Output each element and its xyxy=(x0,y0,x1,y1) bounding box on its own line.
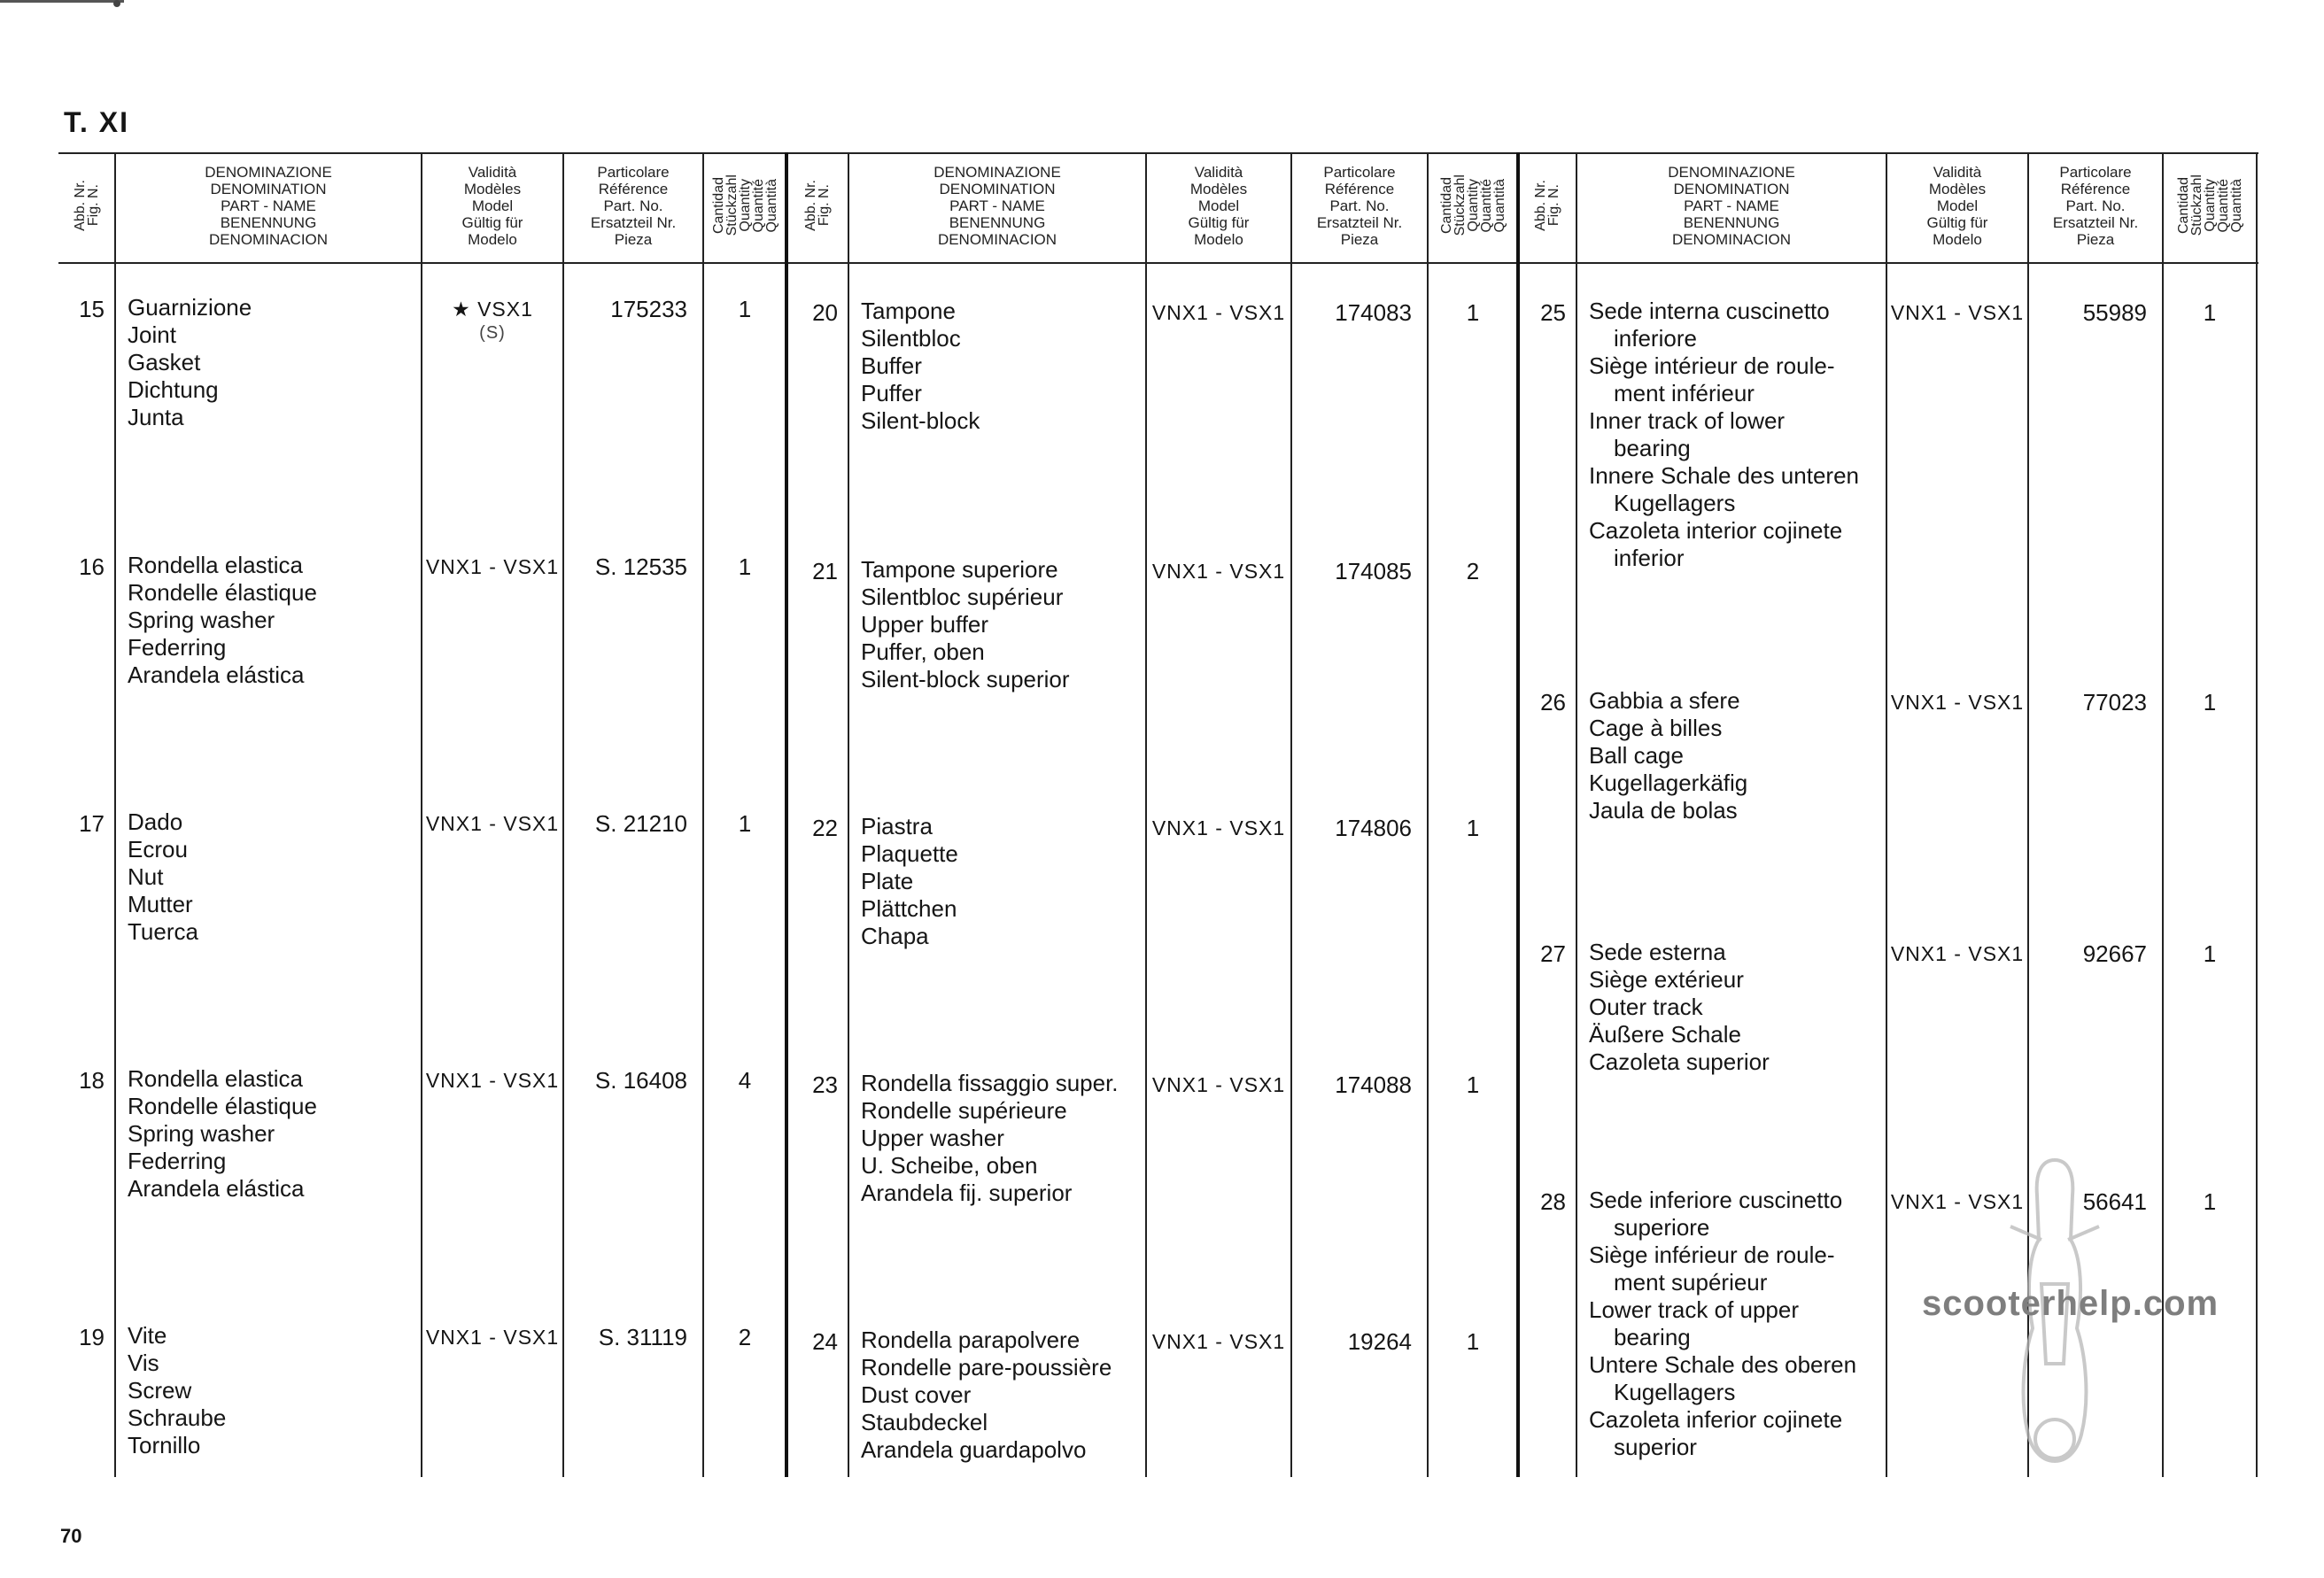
row-part-names xyxy=(128,1322,226,1459)
row-fig-number: 24 xyxy=(812,1328,838,1355)
part-name-line: Schraube xyxy=(128,1404,227,1431)
model-code: VNX1 - VSX1 xyxy=(425,1069,560,1092)
row-quantity: 1 xyxy=(2203,940,2217,967)
row-part-names xyxy=(128,808,198,946)
header-part-number-line: Pieza xyxy=(2076,230,2115,248)
part-name-line: Federring xyxy=(128,1148,227,1174)
header-validity-line: Validità xyxy=(1194,163,1243,181)
part-name-line: Staubdeckel xyxy=(861,1409,988,1435)
header-denomination-line: DENOMINAZIONE xyxy=(205,163,332,181)
model-code: VNX1 - VSX1 xyxy=(1890,1190,2025,1213)
part-name-line: Silentbloc supérieur xyxy=(861,584,1064,610)
header-validity-line: Validità xyxy=(468,163,517,181)
row-fig-number: 16 xyxy=(79,553,105,580)
row-fig-number: 17 xyxy=(79,810,105,837)
header-part-number-line: Référence xyxy=(1324,180,1395,197)
header-quantity-line: Quantité xyxy=(750,178,766,233)
part-name-line: Ball cage xyxy=(1589,742,1684,769)
part-name-line: Arandela elástica xyxy=(128,661,305,688)
part-name-line: Gabbia a sfere xyxy=(1589,687,1740,714)
part-name-line: Mutter xyxy=(128,891,193,917)
part-name-line: Innere Schale des unteren xyxy=(1589,462,1859,489)
row-quantity: 2 xyxy=(1466,558,1480,584)
row-model-validity xyxy=(1886,301,2028,325)
row-model-validity xyxy=(1146,301,1291,325)
part-name-line: Cage à billes xyxy=(1589,715,1723,741)
row-part-number: 174088 xyxy=(1335,1071,1412,1098)
row-model-validity xyxy=(422,298,563,344)
part-name-line: bearing xyxy=(1614,1324,1691,1350)
header-validity-line: Model xyxy=(471,197,514,214)
column-divider xyxy=(2256,152,2258,1477)
part-name-line: Tampone superiore xyxy=(861,556,1058,583)
header-denomination-line: PART - NAME xyxy=(1684,197,1779,214)
row-model-validity xyxy=(1886,691,2028,715)
model-code: ★ VSX1 xyxy=(452,298,533,321)
row-quantity: 4 xyxy=(738,1067,752,1094)
header-validity xyxy=(1146,158,1291,253)
header-part-number-line: Pieza xyxy=(614,230,653,248)
part-name-line: Kugellagerkäfig xyxy=(1589,770,1748,796)
row-part-number: S. 21210 xyxy=(594,810,687,837)
header-quantity xyxy=(2163,158,2257,253)
row-part-number: S. 16408 xyxy=(594,1067,687,1094)
header-part-number-line: Particolare xyxy=(597,163,670,181)
header-validity-line: Gültig für xyxy=(461,213,523,231)
part-name-line: Rondella fissaggio super. xyxy=(861,1070,1119,1096)
column-divider xyxy=(1145,152,1147,1477)
header-part-number-line: Part. No. xyxy=(2065,197,2126,214)
part-name-line: Silent-block superior xyxy=(861,666,1070,692)
header-part-number-line: Pieza xyxy=(1340,230,1379,248)
row-quantity: 1 xyxy=(2203,299,2217,326)
header-part-number-line: Particolare xyxy=(2059,163,2132,181)
header-part-number-line: Ersatzteil Nr. xyxy=(2052,213,2139,231)
header-quantity-line: Quantity xyxy=(737,179,753,232)
header-validity xyxy=(1886,158,2028,253)
row-model-validity xyxy=(1146,560,1291,584)
model-code: VNX1 - VSX1 xyxy=(425,1326,560,1349)
row-model-validity xyxy=(422,555,563,579)
row-part-names xyxy=(861,1070,1119,1207)
part-name-line: Sede interna cuscinetto xyxy=(1589,298,1830,324)
row-quantity: 1 xyxy=(738,296,752,322)
row-part-names xyxy=(1589,687,1747,824)
row-quantity: 1 xyxy=(2203,1188,2217,1215)
part-name-line: Arandela guardapolvo xyxy=(861,1436,1087,1463)
part-name-line: Upper washer xyxy=(861,1125,1004,1151)
part-name-line: Screw xyxy=(128,1377,192,1404)
header-quantity-line: Stückzahl xyxy=(724,174,740,236)
part-name-line: Guarnizione xyxy=(128,294,252,321)
part-name-line: Gasket xyxy=(128,349,201,375)
row-model-validity xyxy=(1146,816,1291,840)
part-name-line: Siège intérieur de roule- xyxy=(1589,352,1835,379)
row-model-validity xyxy=(422,812,563,836)
header-bottom-rule xyxy=(58,262,2258,264)
part-name-line: Rondelle élastique xyxy=(128,1093,317,1119)
header-fig-line: Fig. N. xyxy=(86,184,101,227)
header-validity-line: Modèles xyxy=(463,180,522,197)
header-quantity-line: Cantidad xyxy=(1438,176,1454,235)
header-denomination-line: PART - NAME xyxy=(221,197,316,214)
header-quantity-line: Quantité xyxy=(1478,178,1494,233)
row-model-validity xyxy=(422,1326,563,1350)
part-name-line: Rondella elastica xyxy=(128,552,304,578)
row-model-validity xyxy=(1146,1073,1291,1097)
header-validity-line: Validità xyxy=(1933,163,1982,181)
header-denomination-line: BENENNUNG xyxy=(220,213,317,231)
header-fig-line: Abb. Nr. xyxy=(803,180,818,231)
header-denomination xyxy=(115,158,422,253)
header-quantity-line: Quantité xyxy=(2215,178,2231,233)
part-name-line: Spring washer xyxy=(128,607,275,633)
part-name-line: bearing xyxy=(1614,435,1691,461)
header-denomination-line: PART - NAME xyxy=(949,197,1045,214)
row-part-names xyxy=(128,1065,317,1203)
header-validity-line: Modelo xyxy=(1194,230,1243,248)
header-fig-number xyxy=(58,158,115,253)
model-code: VNX1 - VSX1 xyxy=(1890,691,2025,714)
header-validity-line: Modelo xyxy=(468,230,517,248)
part-name-line: Rondella elastica xyxy=(128,1065,304,1092)
row-part-number: 175233 xyxy=(610,296,687,322)
row-model-validity xyxy=(422,1069,563,1093)
part-name-line: Silent-block xyxy=(861,407,980,434)
header-part-number xyxy=(2028,158,2163,253)
model-code: VNX1 - VSX1 xyxy=(1890,301,2025,324)
header-validity-line: Gültig für xyxy=(1926,213,1988,231)
row-part-number: 19264 xyxy=(1347,1328,1412,1355)
header-top-rule xyxy=(58,152,2258,154)
part-name-line: Arandela fij. superior xyxy=(861,1180,1073,1206)
row-part-names xyxy=(1589,1187,1856,1461)
part-name-line: Plaquette xyxy=(861,840,958,867)
header-quantity xyxy=(703,158,786,253)
part-name-line: Sede inferiore cuscinetto xyxy=(1589,1187,1843,1213)
row-part-names xyxy=(861,298,980,435)
part-name-line: Federring xyxy=(128,634,227,661)
column-divider xyxy=(1886,152,1887,1477)
part-name-line: Rondelle élastique xyxy=(128,579,317,606)
header-validity-line: Model xyxy=(1197,197,1240,214)
part-name-line: Nut xyxy=(128,863,164,890)
header-denomination-line: DENOMINACION xyxy=(208,230,329,248)
header-part-number xyxy=(563,158,703,253)
row-part-number: 55989 xyxy=(2082,299,2147,326)
top-rule-mark xyxy=(113,0,120,7)
header-denomination-line: DENOMINACION xyxy=(1671,230,1792,248)
row-quantity: 1 xyxy=(1466,1328,1480,1355)
part-name-line: Tampone xyxy=(861,298,956,324)
row-quantity: 1 xyxy=(1466,815,1480,841)
row-quantity: 1 xyxy=(738,810,752,837)
model-note: (S) xyxy=(479,323,506,343)
part-name-line: Vite xyxy=(128,1322,167,1349)
part-name-line: Vis xyxy=(128,1350,159,1376)
header-quantity-line: Cantidad xyxy=(2175,176,2191,235)
part-name-line: Joint xyxy=(128,321,176,348)
header-fig-number xyxy=(1518,158,1576,253)
page-number: 70 xyxy=(60,1525,82,1547)
part-name-line: Junta xyxy=(128,404,184,430)
column-divider xyxy=(2162,152,2164,1477)
header-quantity-line: Quantità xyxy=(763,178,779,233)
row-fig-number: 21 xyxy=(812,558,838,584)
part-name-line: Ecrou xyxy=(128,836,188,862)
header-validity-line: Model xyxy=(1936,197,1979,214)
header-part-number-line: Référence xyxy=(598,180,669,197)
part-name-line: Puffer, oben xyxy=(861,638,985,665)
row-part-number: S. 12535 xyxy=(594,553,687,580)
part-name-line: Tuerca xyxy=(128,918,198,945)
row-quantity: 1 xyxy=(1466,1071,1480,1098)
row-quantity: 1 xyxy=(1466,299,1480,326)
header-part-number xyxy=(1291,158,1428,253)
watermark-text: scooterhelp.com xyxy=(1922,1284,2219,1323)
part-name-line: U. Scheibe, oben xyxy=(861,1152,1038,1179)
header-part-number-line: Particolare xyxy=(1323,163,1396,181)
part-name-line: Cazoleta superior xyxy=(1589,1048,1770,1075)
row-part-number: 174083 xyxy=(1335,299,1412,326)
header-denomination-line: DENOMINAZIONE xyxy=(933,163,1061,181)
header-fig-line: Fig. N. xyxy=(817,184,832,227)
row-part-names xyxy=(861,1327,1112,1464)
row-part-number: 56641 xyxy=(2082,1188,2147,1215)
part-name-line: Arandela elástica xyxy=(128,1175,305,1202)
row-fig-number: 25 xyxy=(1540,299,1566,326)
header-quantity-line: Quantity xyxy=(2202,179,2218,232)
column-divider xyxy=(1576,152,1577,1477)
row-part-number: 92667 xyxy=(2082,940,2147,967)
row-quantity: 2 xyxy=(738,1324,752,1350)
header-quantity-line: Quantità xyxy=(1491,178,1507,233)
model-code: VNX1 - VSX1 xyxy=(1151,816,1286,839)
row-part-number: 174085 xyxy=(1335,558,1412,584)
part-name-line: superiore xyxy=(1614,1214,1710,1241)
part-name-line: Plate xyxy=(861,868,914,894)
header-validity-line: Modèles xyxy=(1928,180,1987,197)
header-denomination-line: BENENNUNG xyxy=(949,213,1046,231)
header-quantity-line: Quantity xyxy=(1465,179,1481,232)
part-name-line: Siège inférieur de roule- xyxy=(1589,1242,1835,1268)
row-part-names xyxy=(1589,298,1859,572)
row-part-names xyxy=(128,552,317,689)
part-name-line: Kugellagers xyxy=(1614,490,1736,516)
part-name-line: Äußere Schale xyxy=(1589,1021,1741,1048)
header-denomination xyxy=(848,158,1146,253)
part-name-line: Dado xyxy=(128,808,183,835)
header-fig-number xyxy=(786,158,848,253)
header-validity-line: Modèles xyxy=(1189,180,1248,197)
row-fig-number: 23 xyxy=(812,1071,838,1098)
row-fig-number: 20 xyxy=(812,299,838,326)
row-quantity: 1 xyxy=(2203,689,2217,716)
model-code: VNX1 - VSX1 xyxy=(425,555,560,578)
row-part-number: S. 31119 xyxy=(598,1324,687,1350)
part-name-line: Dust cover xyxy=(861,1381,972,1408)
part-name-line: Puffer xyxy=(861,380,922,406)
model-code: VNX1 - VSX1 xyxy=(1890,942,2025,965)
part-name-line: Lower track of upper xyxy=(1589,1296,1800,1323)
header-denomination-line: BENENNUNG xyxy=(1683,213,1780,231)
row-model-validity xyxy=(1146,1330,1291,1354)
page-title: T. XI xyxy=(64,106,130,138)
header-validity-line: Modelo xyxy=(1933,230,1982,248)
part-name-line: Tornillo xyxy=(128,1432,201,1458)
row-fig-number: 19 xyxy=(79,1324,105,1350)
header-validity-line: Gültig für xyxy=(1188,213,1250,231)
row-fig-number: 26 xyxy=(1540,689,1566,716)
header-fig-line: Fig. N. xyxy=(1546,184,1561,227)
row-fig-number: 22 xyxy=(812,815,838,841)
part-name-line: ment inférieur xyxy=(1614,380,1755,406)
row-part-names xyxy=(861,813,958,950)
part-name-line: Siège extérieur xyxy=(1589,966,1744,993)
row-quantity: 1 xyxy=(738,553,752,580)
part-name-line: Spring washer xyxy=(128,1120,275,1147)
header-denomination-line: DENOMINATION xyxy=(939,180,1056,197)
part-name-line: superior xyxy=(1614,1434,1697,1460)
part-name-line: Piastra xyxy=(861,813,933,839)
header-denomination-line: DENOMINATION xyxy=(1673,180,1790,197)
part-name-line: Untere Schale des oberen xyxy=(1589,1351,1857,1378)
part-name-line: Buffer xyxy=(861,352,922,379)
part-name-line: Sede esterna xyxy=(1589,939,1726,965)
header-fig-line: Abb. Nr. xyxy=(73,180,88,231)
header-part-number-line: Part. No. xyxy=(603,197,663,214)
header-denomination-line: DENOMINATION xyxy=(210,180,327,197)
part-name-line: Jaula de bolas xyxy=(1589,797,1738,824)
row-fig-number: 15 xyxy=(79,296,105,322)
part-name-line: Rondelle pare-poussière xyxy=(861,1354,1112,1381)
part-name-line: Silentbloc xyxy=(861,325,961,352)
part-name-line: inferiore xyxy=(1614,325,1697,352)
header-quantity-line: Cantidad xyxy=(710,176,726,235)
part-name-line: Cazoleta inferior cojinete xyxy=(1589,1406,1843,1433)
header-quantity xyxy=(1428,158,1518,253)
part-name-line: Rondella parapolvere xyxy=(861,1327,1081,1353)
header-part-number-line: Ersatzteil Nr. xyxy=(590,213,677,231)
part-name-line: Inner track of lower xyxy=(1589,407,1786,434)
row-part-names xyxy=(128,294,252,431)
header-denomination xyxy=(1576,158,1886,253)
header-denomination-line: DENOMINACION xyxy=(937,230,1057,248)
model-code: VNX1 - VSX1 xyxy=(1151,1330,1286,1353)
header-quantity-line: Quantità xyxy=(2228,178,2244,233)
part-name-line: Upper buffer xyxy=(861,611,989,638)
header-fig-line: Abb. Nr. xyxy=(1533,180,1548,231)
column-divider xyxy=(848,152,849,1477)
part-name-line: Kugellagers xyxy=(1614,1379,1736,1405)
row-part-names xyxy=(1589,939,1770,1076)
row-part-names xyxy=(861,556,1070,693)
header-quantity-line: Stückzahl xyxy=(2188,174,2204,236)
row-fig-number: 18 xyxy=(79,1067,105,1094)
header-validity xyxy=(422,158,563,253)
row-fig-number: 27 xyxy=(1540,940,1566,967)
part-name-line: Outer track xyxy=(1589,994,1703,1020)
row-part-number: 174806 xyxy=(1335,815,1412,841)
part-name-line: Rondelle supérieure xyxy=(861,1097,1067,1124)
part-name-line: Plättchen xyxy=(861,895,957,922)
header-part-number-line: Part. No. xyxy=(1329,197,1390,214)
part-name-line: Chapa xyxy=(861,923,929,949)
part-name-line: ment supérieur xyxy=(1614,1269,1768,1296)
header-denomination-line: DENOMINAZIONE xyxy=(1668,163,1795,181)
row-part-number: 77023 xyxy=(2082,689,2147,716)
header-part-number-line: Ersatzteil Nr. xyxy=(1316,213,1403,231)
header-quantity-line: Stückzahl xyxy=(1452,174,1468,236)
part-name-line: inferior xyxy=(1614,545,1685,571)
model-code: VNX1 - VSX1 xyxy=(1151,560,1286,583)
row-fig-number: 28 xyxy=(1540,1188,1566,1215)
model-code: VNX1 - VSX1 xyxy=(1151,1073,1286,1096)
top-rule xyxy=(0,0,124,3)
column-divider xyxy=(114,152,116,1477)
model-code: VNX1 - VSX1 xyxy=(425,812,560,835)
part-name-line: Cazoleta interior cojinete xyxy=(1589,517,1843,544)
header-part-number-line: Référence xyxy=(2060,180,2131,197)
part-name-line: Dichtung xyxy=(128,376,219,403)
model-code: VNX1 - VSX1 xyxy=(1151,301,1286,324)
row-model-validity xyxy=(1886,942,2028,966)
